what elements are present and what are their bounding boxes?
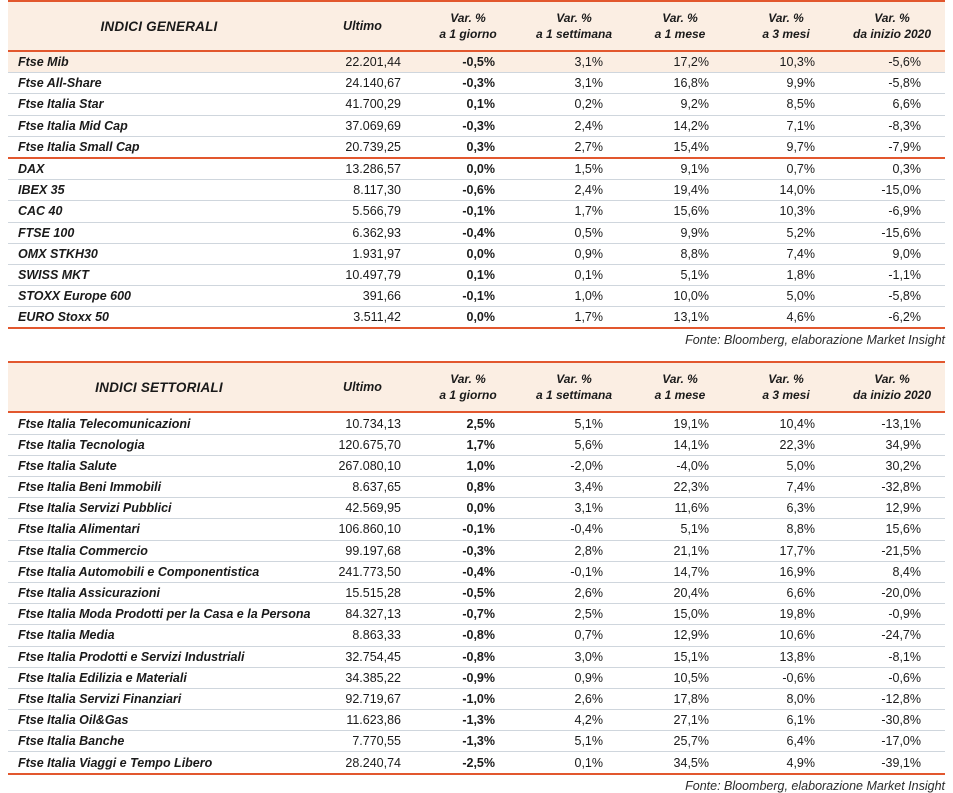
row-var-ytd: -7,9%	[839, 136, 945, 158]
row-var-ytd: 12,9%	[839, 498, 945, 519]
general-header-ytd-l2: da inizio 2020	[852, 27, 932, 41]
row-index-name: Ftse Italia Media	[8, 625, 310, 646]
row-var-1d: -0,7%	[415, 604, 521, 625]
table-row	[8, 136, 945, 158]
general-indices-table	[8, 0, 945, 329]
row-var-3m: 19,8%	[733, 604, 839, 625]
row-var-3m: 7,4%	[733, 243, 839, 264]
row-var-3m: 4,6%	[733, 307, 839, 329]
sectorial-source-note: Fonte: Bloomberg, elaborazione Market Insight	[685, 778, 945, 793]
row-index-name: Ftse Italia Mid Cap	[8, 115, 310, 136]
table-row	[8, 477, 945, 498]
row-var-ytd: 30,2%	[839, 455, 945, 476]
table-row	[8, 286, 945, 307]
row-index-name: Ftse Italia Beni Immobili	[8, 477, 310, 498]
row-var-1d: 2,5%	[415, 413, 521, 434]
row-var-1d: -0,4%	[415, 561, 521, 582]
table-row	[8, 498, 945, 519]
row-var-1d: -0,1%	[415, 201, 521, 222]
table-row	[8, 52, 945, 73]
row-last: 267.080,10	[310, 455, 415, 476]
row-var-1m: 9,9%	[627, 222, 733, 243]
row-var-1d: 1,7%	[415, 434, 521, 455]
sectorial-header-3mesi	[733, 361, 839, 413]
row-var-ytd: -5,6%	[839, 52, 945, 73]
row-var-1w: 2,4%	[521, 115, 627, 136]
row-var-ytd: -30,8%	[839, 710, 945, 731]
table-row	[8, 94, 945, 115]
row-index-name: Ftse Italia Servizi Pubblici	[8, 498, 310, 519]
row-last: 10.497,79	[310, 264, 415, 285]
row-last: 241.773,50	[310, 561, 415, 582]
row-var-1d: 0,8%	[415, 477, 521, 498]
row-var-3m: 8,8%	[733, 519, 839, 540]
row-var-1w: 5,1%	[521, 731, 627, 752]
general-header-3mesi	[733, 0, 839, 52]
table-row	[8, 264, 945, 285]
table-row	[8, 413, 945, 434]
table-row	[8, 710, 945, 731]
row-var-1w: 5,1%	[521, 413, 627, 434]
row-var-1d: -0,5%	[415, 52, 521, 73]
sectorial-header-ytd-l1: Var. %	[874, 372, 910, 387]
row-var-3m: 10,6%	[733, 625, 839, 646]
sectorial-header-1settimana-l1: Var. %	[556, 372, 592, 387]
row-var-3m: 1,8%	[733, 264, 839, 285]
row-last: 10.734,13	[310, 413, 415, 434]
row-index-name: Ftse Italia Moda Prodotti per la Casa e la Persona	[8, 604, 310, 625]
table-row	[8, 646, 945, 667]
row-var-1m: 22,3%	[627, 477, 733, 498]
row-var-1w: 0,5%	[521, 222, 627, 243]
row-index-name: SWISS MKT	[8, 264, 310, 285]
sectorial-header-1mese-l2: a 1 mese	[654, 388, 706, 403]
row-last: 42.569,95	[310, 498, 415, 519]
row-last: 84.327,13	[310, 604, 415, 625]
table-row	[8, 73, 945, 94]
row-var-ytd: -20,0%	[839, 582, 945, 603]
row-var-1m: 11,6%	[627, 498, 733, 519]
row-var-1d: 1,0%	[415, 455, 521, 476]
row-var-ytd: -15,6%	[839, 222, 945, 243]
row-index-name: Ftse Mib	[8, 52, 310, 73]
row-var-3m: 8,5%	[733, 94, 839, 115]
row-var-1m: 9,1%	[627, 158, 733, 180]
row-var-1d: -0,9%	[415, 667, 521, 688]
row-index-name: Ftse Italia Servizi Finanziari	[8, 688, 310, 709]
general-header-3mesi-l2: a 3 mesi	[762, 27, 810, 41]
row-var-1d: 0,3%	[415, 136, 521, 158]
general-header-1mese	[627, 0, 733, 52]
row-var-3m: 14,0%	[733, 180, 839, 201]
row-last: 37.069,69	[310, 115, 415, 136]
row-var-1d: 0,1%	[415, 264, 521, 285]
row-index-name: Ftse All-Share	[8, 73, 310, 94]
row-var-3m: 9,9%	[733, 73, 839, 94]
row-var-3m: 4,9%	[733, 752, 839, 774]
sectorial-header-3mesi-l1: Var. %	[768, 372, 804, 387]
general-header-1mese-l1: Var. %	[662, 11, 698, 25]
row-var-1w: 3,0%	[521, 646, 627, 667]
row-var-3m: 6,1%	[733, 710, 839, 731]
general-table-header	[8, 0, 945, 52]
row-var-1m: 15,1%	[627, 646, 733, 667]
row-var-1w: 1,7%	[521, 307, 627, 329]
row-var-1m: 17,8%	[627, 688, 733, 709]
row-last: 391,66	[310, 286, 415, 307]
row-var-ytd: -15,0%	[839, 180, 945, 201]
row-var-1m: 10,5%	[627, 667, 733, 688]
row-index-name: Ftse Italia Small Cap	[8, 136, 310, 158]
general-header-1settimana-l2: a 1 settimana	[535, 27, 613, 41]
row-var-ytd: 34,9%	[839, 434, 945, 455]
row-var-3m: 10,4%	[733, 413, 839, 434]
row-var-1m: 19,4%	[627, 180, 733, 201]
row-var-3m: 5,0%	[733, 455, 839, 476]
general-source-note: Fonte: Bloomberg, elaborazione Market Insight	[685, 333, 945, 348]
row-var-1m: 13,1%	[627, 307, 733, 329]
table-row	[8, 180, 945, 201]
row-var-3m: 0,7%	[733, 158, 839, 180]
table-row	[8, 540, 945, 561]
table-row	[8, 434, 945, 455]
row-var-ytd: -12,8%	[839, 688, 945, 709]
row-last: 22.201,44	[310, 52, 415, 73]
row-var-1w: 1,5%	[521, 158, 627, 180]
sectorial-header-ytd	[839, 361, 945, 413]
table-row	[8, 667, 945, 688]
general-header-ultimo: Ultimo	[310, 0, 415, 52]
row-var-1d: -2,5%	[415, 752, 521, 774]
row-var-1w: 3,1%	[521, 52, 627, 73]
row-index-name: Ftse Italia Automobili e Componentistica	[8, 561, 310, 582]
table-row	[8, 688, 945, 709]
row-var-ytd: 8,4%	[839, 561, 945, 582]
row-var-ytd: -0,6%	[839, 667, 945, 688]
sectorial-header-ultimo: Ultimo	[310, 361, 415, 413]
row-last: 24.140,67	[310, 73, 415, 94]
table-row	[8, 222, 945, 243]
row-last: 1.931,97	[310, 243, 415, 264]
sectorial-header-1settimana	[521, 361, 627, 413]
row-last: 28.240,74	[310, 752, 415, 774]
row-var-1m: 14,1%	[627, 434, 733, 455]
sectorial-header-1giorno	[415, 361, 521, 413]
row-var-1d: 0,1%	[415, 94, 521, 115]
row-var-1m: 14,7%	[627, 561, 733, 582]
row-var-1w: 4,2%	[521, 710, 627, 731]
row-last: 8.117,30	[310, 180, 415, 201]
general-header-1giorno-l2: a 1 giorno	[439, 27, 497, 41]
row-var-1m: 34,5%	[627, 752, 733, 774]
row-var-ytd: -8,3%	[839, 115, 945, 136]
row-var-1d: -0,3%	[415, 540, 521, 561]
row-var-1m: 8,8%	[627, 243, 733, 264]
row-last: 8.863,33	[310, 625, 415, 646]
sectorial-header-ytd-l2: da inizio 2020	[852, 388, 932, 403]
row-var-1m: 16,8%	[627, 73, 733, 94]
row-last: 7.770,55	[310, 731, 415, 752]
row-last: 34.385,22	[310, 667, 415, 688]
sectorial-header-title: INDICI SETTORIALI	[8, 361, 310, 413]
row-var-1d: -0,1%	[415, 519, 521, 540]
row-var-1m: 14,2%	[627, 115, 733, 136]
row-var-1w: 0,9%	[521, 667, 627, 688]
table-row	[8, 561, 945, 582]
general-header-1settimana	[521, 0, 627, 52]
row-var-1d: -1,3%	[415, 731, 521, 752]
row-var-ytd: -17,0%	[839, 731, 945, 752]
row-var-1w: 0,9%	[521, 243, 627, 264]
sectorial-indices-table	[8, 361, 945, 774]
row-var-ytd: -24,7%	[839, 625, 945, 646]
row-var-1d: -0,3%	[415, 73, 521, 94]
row-var-1w: 0,1%	[521, 264, 627, 285]
general-header-title: INDICI GENERALI	[8, 0, 310, 52]
row-var-ytd: -6,2%	[839, 307, 945, 329]
row-var-3m: 8,0%	[733, 688, 839, 709]
table-row	[8, 752, 945, 774]
section-spacer	[8, 347, 945, 361]
row-var-3m: 17,7%	[733, 540, 839, 561]
row-index-name: FTSE 100	[8, 222, 310, 243]
row-var-1d: 0,0%	[415, 498, 521, 519]
row-var-1w: 0,1%	[521, 752, 627, 774]
row-index-name: Ftse Italia Oil&Gas	[8, 710, 310, 731]
row-last: 13.286,57	[310, 158, 415, 180]
row-var-1w: 1,0%	[521, 286, 627, 307]
row-var-1d: -0,1%	[415, 286, 521, 307]
sectorial-header-1giorno-l1: Var. %	[450, 372, 486, 387]
row-var-3m: 9,7%	[733, 136, 839, 158]
row-index-name: Ftse Italia Viaggi e Tempo Libero	[8, 752, 310, 774]
sectorial-table-header	[8, 361, 945, 413]
row-index-name: Ftse Italia Assicurazioni	[8, 582, 310, 603]
table-row	[8, 604, 945, 625]
table-row	[8, 307, 945, 329]
row-index-name: Ftse Italia Edilizia e Materiali	[8, 667, 310, 688]
general-header-ytd	[839, 0, 945, 52]
row-var-3m: 6,6%	[733, 582, 839, 603]
row-var-1m: 27,1%	[627, 710, 733, 731]
row-last: 11.623,86	[310, 710, 415, 731]
table-row	[8, 201, 945, 222]
row-var-1w: 0,2%	[521, 94, 627, 115]
table-row	[8, 115, 945, 136]
row-var-1w: 2,6%	[521, 582, 627, 603]
general-header-1mese-l2: a 1 mese	[654, 27, 706, 41]
row-var-1m: 20,4%	[627, 582, 733, 603]
row-var-3m: 6,4%	[733, 731, 839, 752]
row-var-ytd: -21,5%	[839, 540, 945, 561]
row-last: 8.637,65	[310, 477, 415, 498]
row-var-1w: 2,7%	[521, 136, 627, 158]
row-var-1d: -0,8%	[415, 646, 521, 667]
row-var-ytd: -1,1%	[839, 264, 945, 285]
table-row	[8, 158, 945, 180]
row-var-1m: 21,1%	[627, 540, 733, 561]
row-index-name: Ftse Italia Tecnologia	[8, 434, 310, 455]
row-last: 32.754,45	[310, 646, 415, 667]
row-var-3m: 13,8%	[733, 646, 839, 667]
row-index-name: Ftse Italia Prodotti e Servizi Industriali	[8, 646, 310, 667]
row-var-1w: 3,1%	[521, 498, 627, 519]
row-var-1m: 9,2%	[627, 94, 733, 115]
row-index-name: CAC 40	[8, 201, 310, 222]
row-var-1m: 19,1%	[627, 413, 733, 434]
row-var-1d: -0,6%	[415, 180, 521, 201]
row-var-1w: -0,1%	[521, 561, 627, 582]
row-last: 41.700,29	[310, 94, 415, 115]
row-var-3m: 5,2%	[733, 222, 839, 243]
row-var-1m: 12,9%	[627, 625, 733, 646]
row-var-1m: 17,2%	[627, 52, 733, 73]
row-var-3m: 10,3%	[733, 201, 839, 222]
row-var-1w: 2,4%	[521, 180, 627, 201]
row-last: 120.675,70	[310, 434, 415, 455]
sectorial-header-1mese	[627, 361, 733, 413]
row-var-1w: 3,1%	[521, 73, 627, 94]
sectorial-header-3mesi-l2: a 3 mesi	[762, 388, 810, 403]
general-header-1giorno	[415, 0, 521, 52]
row-var-ytd: -8,1%	[839, 646, 945, 667]
sectorial-header-1mese-l1: Var. %	[662, 372, 698, 387]
row-var-1w: 2,8%	[521, 540, 627, 561]
row-var-1d: -0,4%	[415, 222, 521, 243]
row-last: 106.860,10	[310, 519, 415, 540]
row-var-1m: 25,7%	[627, 731, 733, 752]
row-var-3m: 10,3%	[733, 52, 839, 73]
row-last: 20.739,25	[310, 136, 415, 158]
row-var-ytd: -5,8%	[839, 73, 945, 94]
row-var-1d: -1,3%	[415, 710, 521, 731]
row-var-ytd: -0,9%	[839, 604, 945, 625]
row-var-3m: 6,3%	[733, 498, 839, 519]
row-var-1w: -0,4%	[521, 519, 627, 540]
row-var-ytd: -6,9%	[839, 201, 945, 222]
row-var-3m: 7,1%	[733, 115, 839, 136]
row-var-3m: 5,0%	[733, 286, 839, 307]
row-var-ytd: -32,8%	[839, 477, 945, 498]
sectorial-header-1giorno-l2: a 1 giorno	[439, 388, 497, 403]
row-index-name: OMX STKH30	[8, 243, 310, 264]
sectorial-header-1settimana-l2: a 1 settimana	[535, 388, 613, 403]
row-var-1d: -0,5%	[415, 582, 521, 603]
row-var-1w: 3,4%	[521, 477, 627, 498]
row-var-3m: 16,9%	[733, 561, 839, 582]
row-var-1m: 5,1%	[627, 264, 733, 285]
table-row	[8, 455, 945, 476]
row-var-1m: 5,1%	[627, 519, 733, 540]
row-var-3m: 7,4%	[733, 477, 839, 498]
row-var-ytd: -5,8%	[839, 286, 945, 307]
row-var-1m: -4,0%	[627, 455, 733, 476]
row-var-1w: 0,7%	[521, 625, 627, 646]
row-index-name: STOXX Europe 600	[8, 286, 310, 307]
row-var-3m: -0,6%	[733, 667, 839, 688]
general-header-1settimana-l1: Var. %	[556, 11, 592, 25]
table-row	[8, 243, 945, 264]
row-var-ytd: -13,1%	[839, 413, 945, 434]
row-index-name: Ftse Italia Alimentari	[8, 519, 310, 540]
row-var-1d: 0,0%	[415, 307, 521, 329]
row-var-1m: 10,0%	[627, 286, 733, 307]
row-var-ytd: 9,0%	[839, 243, 945, 264]
row-var-1d: 0,0%	[415, 158, 521, 180]
row-var-1d: -1,0%	[415, 688, 521, 709]
row-last: 99.197,68	[310, 540, 415, 561]
general-header-ytd-l1: Var. %	[874, 11, 910, 25]
row-var-1d: -0,3%	[415, 115, 521, 136]
row-var-ytd: 15,6%	[839, 519, 945, 540]
row-last: 6.362,93	[310, 222, 415, 243]
row-var-1m: 15,4%	[627, 136, 733, 158]
row-var-1w: 2,6%	[521, 688, 627, 709]
row-index-name: Ftse Italia Star	[8, 94, 310, 115]
table-row	[8, 582, 945, 603]
general-header-3mesi-l1: Var. %	[768, 11, 804, 25]
row-last: 15.515,28	[310, 582, 415, 603]
general-header-1giorno-l1: Var. %	[450, 11, 486, 25]
row-last: 3.511,42	[310, 307, 415, 329]
row-index-name: Ftse Italia Telecomunicazioni	[8, 413, 310, 434]
row-var-1w: 5,6%	[521, 434, 627, 455]
row-index-name: DAX	[8, 158, 310, 180]
row-var-ytd: -39,1%	[839, 752, 945, 774]
row-var-1w: -2,0%	[521, 455, 627, 476]
row-var-1d: 0,0%	[415, 243, 521, 264]
row-var-ytd: 6,6%	[839, 94, 945, 115]
row-var-1m: 15,0%	[627, 604, 733, 625]
row-var-1d: -0,8%	[415, 625, 521, 646]
row-last: 5.566,79	[310, 201, 415, 222]
row-var-3m: 22,3%	[733, 434, 839, 455]
row-var-ytd: 0,3%	[839, 158, 945, 180]
row-index-name: Ftse Italia Commercio	[8, 540, 310, 561]
table-row	[8, 519, 945, 540]
row-var-1m: 15,6%	[627, 201, 733, 222]
row-index-name: Ftse Italia Salute	[8, 455, 310, 476]
row-var-1w: 1,7%	[521, 201, 627, 222]
row-last: 92.719,67	[310, 688, 415, 709]
row-index-name: Ftse Italia Banche	[8, 731, 310, 752]
row-index-name: IBEX 35	[8, 180, 310, 201]
row-var-1w: 2,5%	[521, 604, 627, 625]
table-row	[8, 731, 945, 752]
table-row	[8, 625, 945, 646]
row-index-name: EURO Stoxx 50	[8, 307, 310, 329]
